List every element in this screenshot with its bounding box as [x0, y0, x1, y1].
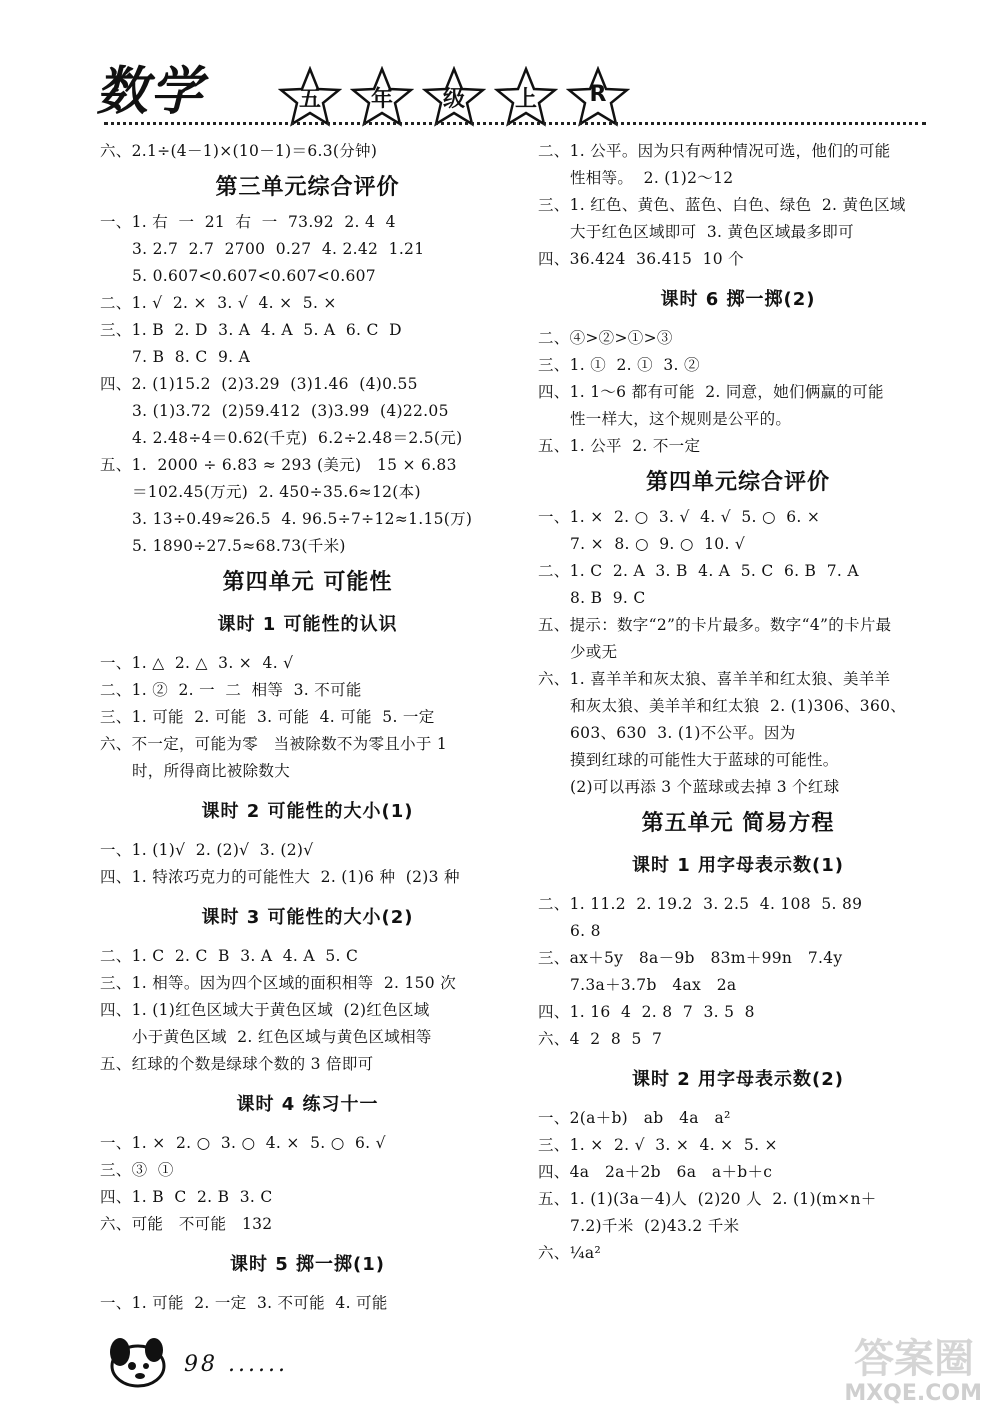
answer-line: 四、1. B C 2. B 3. C [100, 1188, 273, 1206]
star-tag-label: 五 [298, 87, 321, 112]
answer-line: 六、¼a² [538, 1244, 601, 1262]
answer-line: 四、1. 16 4 2. 8 7 3. 5 8 [538, 1003, 755, 1021]
subject-title: 数学 [96, 61, 205, 122]
answer-line: 8. B 9. C [570, 589, 646, 607]
answer-line: 三、1. 可能 2. 可能 3. 可能 4. 可能 5. 一定 [100, 708, 435, 726]
answer-line: 一、1. △ 2. △ 3. × 4. √ [100, 654, 294, 672]
answer-line: 一、1. (1)√ 2. (2)√ 3. (2)√ [100, 841, 314, 859]
answer-line: 三、1. ① 2. ① 3. ② [538, 356, 700, 374]
page-footer [104, 1330, 324, 1390]
answer-line: 和灰太狼、美羊羊和红太狼 2. (1)306、360、 [570, 697, 907, 715]
lesson-heading: 课时 1 用字母表示数(1) [631, 855, 845, 876]
watermark [782, 1336, 982, 1406]
answer-line: 性一样大，这个规则是公平的。 [570, 410, 792, 428]
left-column [100, 138, 515, 1317]
answer-line: 摸到红球的可能性大于蓝球的可能性。 [570, 751, 839, 769]
lesson-heading: 课时 1 可能性的认识 [217, 614, 398, 635]
page-number: 98 ...... [184, 1352, 288, 1377]
answer-line: 4. 2.48÷4＝0.62(千克) 6.2÷2.48＝2.5(元) [132, 429, 463, 447]
unit-heading: 第五单元 简易方程 [641, 811, 835, 836]
answer-line: 一、1. 右 一 21 右 一 73.92 2. 4 4 [100, 213, 396, 231]
header-divider [104, 122, 926, 125]
star-tag-label: 级 [442, 87, 465, 112]
answer-line: 三、③ ① [100, 1161, 174, 1179]
answer-line: 一、1. 可能 2. 一定 3. 不可能 4. 可能 [100, 1294, 388, 1312]
answer-line: 五、1. 2000 ÷ 6.83 ≈ 293 (美元) 15 × 6.83 [100, 456, 457, 474]
watermark-site: MXQE.COM [844, 1381, 982, 1406]
answer-line: 六、可能 不可能 132 [100, 1215, 273, 1233]
right-column [538, 138, 938, 1267]
answer-line: (2)可以再添 3 个蓝球或去掉 3 个红球 [570, 778, 840, 796]
grade-tags [278, 66, 630, 128]
star-tag [422, 66, 486, 128]
answer-line: 6. 8 [570, 922, 601, 940]
answer-line: 3. (1)3.72 (2)59.412 (3)3.99 (4)22.05 [132, 402, 449, 420]
unit-heading: 第四单元综合评价 [645, 470, 830, 495]
answer-line: 7.2)千米 (2)43.2 千米 [570, 1217, 740, 1235]
answer-line: 五、1. (1)(3a－4)人 (2)20 人 2. (1)(m×n＋ [538, 1190, 877, 1208]
answer-line: 7. B 8. C 9. A [132, 348, 251, 366]
puppy-mascot-icon [104, 1330, 176, 1390]
answer-line: 二、1. 公平。因为只有两种情况可选，他们的可能 [538, 142, 891, 160]
lesson-heading: 课时 2 用字母表示数(2) [631, 1069, 845, 1090]
answer-line: 三、1. B 2. D 3. A 4. A 5. A 6. C D [100, 321, 402, 339]
lesson-heading: 课时 2 可能性的大小(1) [201, 801, 414, 822]
answer-line: 性相等。 2. (1)2～12 [570, 169, 734, 187]
answer-line: 三、1. 红色、黄色、蓝色、白色、绿色 2. 黄色区域 [538, 196, 906, 214]
answer-line: 二、1. ② 2. 一 二 相等 3. 不可能 [100, 681, 362, 699]
star-tag [566, 66, 630, 128]
answer-line: 二、1. C 2. A 3. B 4. A 5. C 6. B 7. A [538, 562, 859, 580]
answer-line: 少或无 [570, 643, 618, 661]
answer-line: 小于黄色区域 2. 红色区域与黄色区域相等 [132, 1028, 432, 1046]
answer-line: 7. × 8. ○ 9. ○ 10. √ [570, 535, 746, 553]
answer-line: 3. 2.7 2.7 2700 0.27 4. 2.42 1.21 [132, 240, 425, 258]
answer-line: 一、1. × 2. ○ 3. √ 4. √ 5. ○ 6. × [538, 508, 821, 526]
answer-line: 六、2.1÷(4－1)×(10－1)＝6.3(分钟) [100, 142, 378, 160]
answer-line: 时，所得商比被除数大 [132, 762, 291, 780]
answer-line: 二、1. C 2. C B 3. A 4. A 5. C [100, 947, 359, 965]
answer-line: 一、2(a＋b) ab 4a a² [538, 1109, 731, 1127]
answer-line: 五、1. 公平 2. 不一定 [538, 437, 701, 455]
lesson-heading: 课时 5 掷一掷(1) [229, 1254, 386, 1275]
watermark-logo: 答案圈 [854, 1336, 974, 1382]
star-tag [494, 66, 558, 128]
answer-line: 四、1. (1)红色区域大于黄色区域 (2)红色区域 [100, 1001, 430, 1019]
unit-heading: 第四单元 可能性 [222, 570, 393, 595]
unit-heading: 第三单元综合评价 [215, 175, 400, 200]
answer-line: 三、ax＋5y 8a－9b 83m＋99n 7.4y [538, 949, 843, 967]
answer-line: ＝102.45(万元) 2. 450÷35.6≈12(本) [132, 483, 421, 501]
answer-line: 六、不一定，可能为零 当被除数不为零且小于 1 [100, 735, 448, 753]
answer-line: 四、36.424 36.415 10 个 [538, 250, 744, 268]
answer-line: 603、630 3. (1)不公平。因为 [570, 724, 796, 742]
lesson-heading: 课时 3 可能性的大小(2) [201, 907, 414, 928]
star-tag [278, 66, 342, 128]
answer-line: 3. 13÷0.49≈26.5 4. 96.5÷7÷12≈1.15(万) [132, 510, 473, 528]
answer-line: 四、4a 2a＋2b 6a a＋b＋c [538, 1163, 773, 1181]
star-tag-label: R [589, 82, 607, 107]
answer-line: 5. 1890÷27.5≈68.73(千米) [132, 537, 346, 555]
answer-line: 四、1. 1～6 都有可能 2. 同意，她们俩赢的可能 [538, 383, 884, 401]
answer-line: 5. 0.607<0.607<0.607<0.607 [132, 267, 376, 285]
star-tag-label: 年 [370, 87, 393, 112]
lesson-heading: 课时 6 掷一掷(2) [660, 289, 816, 310]
answer-line: 六、4 2 8 5 7 [538, 1030, 663, 1048]
answer-line: 二、④>②>①>③ [538, 329, 673, 347]
answer-line: 大于红色区域即可 3. 黄色区域最多即可 [570, 223, 854, 241]
star-tag-label: 上 [514, 87, 537, 112]
answer-line: 六、1. 喜羊羊和灰太狼、喜羊羊和红太狼、美羊羊 [538, 670, 891, 688]
answer-line: 二、1. 11.2 2. 19.2 3. 2.5 4. 108 5. 89 [538, 895, 863, 913]
answer-line: 7.3a＋3.7b 4ax 2a [570, 976, 737, 994]
star-tag [350, 66, 414, 128]
answer-line: 四、2. (1)15.2 (2)3.29 (3)1.46 (4)0.55 [100, 375, 418, 393]
answer-line: 五、提示：数字“2”的卡片最多。数字“4”的卡片最 [538, 616, 892, 634]
lesson-heading: 课时 4 练习十一 [236, 1094, 379, 1115]
answer-line: 三、1. 相等。因为四个区域的面积相等 2. 150 次 [100, 974, 456, 992]
answer-line: 二、1. √ 2. × 3. √ 4. × 5. × [100, 294, 337, 312]
answer-line: 五、红球的个数是绿球个数的 3 倍即可 [100, 1055, 374, 1073]
answer-line: 三、1. × 2. √ 3. × 4. × 5. × [538, 1136, 778, 1154]
answer-line: 四、1. 特浓巧克力的可能性大 2. (1)6 种 (2)3 种 [100, 868, 460, 886]
answer-line: 一、1. × 2. ○ 3. ○ 4. × 5. ○ 6. √ [100, 1134, 386, 1152]
